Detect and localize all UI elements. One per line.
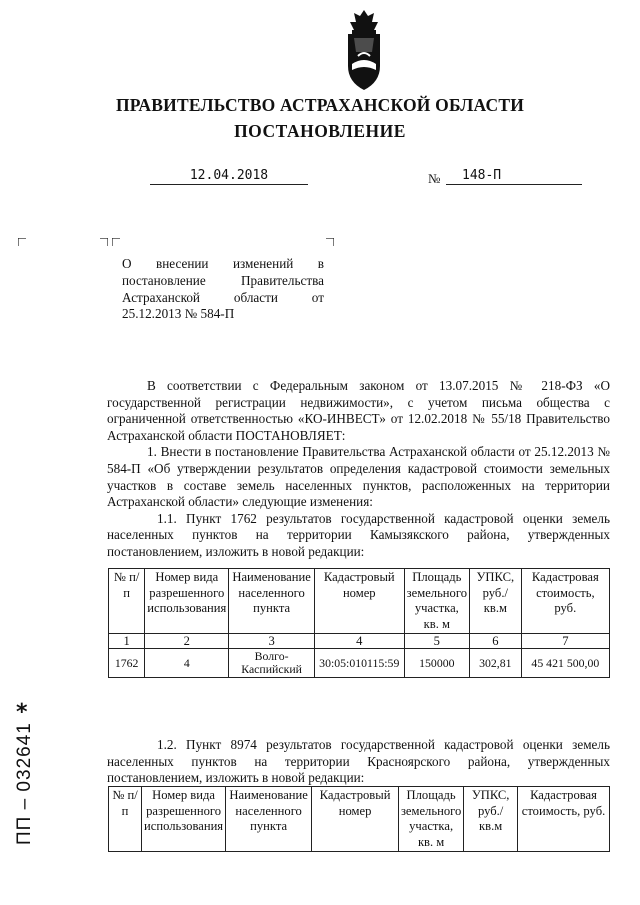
header-cell: Площадь земельного участка, кв. м [404,569,469,634]
asterisk-mark: * [16,700,28,725]
number-label: № [428,171,441,186]
registration-code: ПП – 032641 [14,722,35,845]
table-cell: 1762 [109,649,145,678]
header-cell: Номер вида разрешенного использования [142,787,226,852]
cadastral-table-1 [108,568,610,678]
item-1-paragraph: 1. Внести в постановление Правительства Астраханской области от 25.12.2013 № 584-П «Об утверждении результатов определения кадастровой стоимости земельных участков в составе земель населенных пунктов, расположенных на территории Астраханской области» следующие изменения: [107,444,610,510]
coat-of-arms-icon [338,8,390,98]
table-cell: 150000 [404,649,469,678]
header-cell: Кадастровый номер [312,787,399,852]
document-subject: О внесении изменений в постановление Правительства Астраханской области от 25.12.2013 № 584-П [122,256,324,322]
table-cell: 302,81 [470,649,522,678]
table-row [109,649,610,678]
preamble-paragraph: В соответствии с Федеральным законом от 13.07.2015 № 218-ФЗ «О государственной регистрации недвижимости», с учетом письма общества с ограниченной ответственностью «КО-ИНВЕСТ» от 12.02.2018 № 55/18 Правительство Астраханской области ПОСТАНОВЛЯЕТ: [107,378,610,443]
header-cell: Площадь земельного участка, кв. м [398,787,463,852]
document-type: ПОСТАНОВЛЕНИЕ [234,121,406,141]
corner-mark-left [18,238,26,246]
header-cell: № п/п [109,569,145,634]
column-number-cell: 6 [470,634,522,649]
header-cell: Кадастровый номер [314,569,404,634]
cadastral-table-2 [108,786,610,852]
column-number-cell: 5 [404,634,469,649]
corner-mark-middle-b [112,238,120,246]
column-number-cell: 4 [314,634,404,649]
header-cell: Кадастровая стоимость, руб. [518,787,610,852]
document-body [107,378,610,561]
header-cell: Наименование населенного пункта [226,787,312,852]
table-cell: 45 421 500,00 [521,649,609,678]
header-cell: Наименование населенного пункта [229,569,315,634]
corner-mark-right [326,238,334,246]
document-date: 12.04.2018 [150,168,308,185]
column-number-cell: 1 [109,634,145,649]
table-header-row [109,569,610,634]
header-cell: УПКС, руб./ кв.м [464,787,518,852]
org-title: ПРАВИТЕЛЬСТВО АСТРАХАНСКОЙ ОБЛАСТИ [115,95,525,115]
table-header-row [109,787,610,852]
table-cell: Волго-Каспийский [229,649,315,678]
side-registration-stamp [12,703,42,863]
document-number: 148-П [446,168,582,185]
item-1-2-paragraph: 1.2. Пункт 8974 результатов государственной кадастровой оценки земель населенных пунктов на территории Красноярского района, утвержденных постановлением, изложить в новой редакции: [107,737,610,786]
column-number-cell: 2 [145,634,229,649]
corner-mark-middle-a [100,238,108,246]
table-cell: 30:05:010115:59 [314,649,404,678]
document-body-continued [107,737,610,787]
header-cell: Кадастровая стоимость, руб. [521,569,609,634]
header-cell: № п/п [109,787,142,852]
table-column-number-row [109,634,610,649]
header-cell: Номер вида разрешенного использования [145,569,229,634]
header-cell: УПКС, руб./ кв.м [470,569,522,634]
table-cell: 4 [145,649,229,678]
column-number-cell: 7 [521,634,609,649]
item-1-1-paragraph: 1.1. Пункт 1762 результатов государственной кадастровой оценки земель населенных пунктов на территории Камызякского района, утвержденных постановлением, изложить в новой редакции: [107,510,610,559]
column-number-cell: 3 [229,634,315,649]
